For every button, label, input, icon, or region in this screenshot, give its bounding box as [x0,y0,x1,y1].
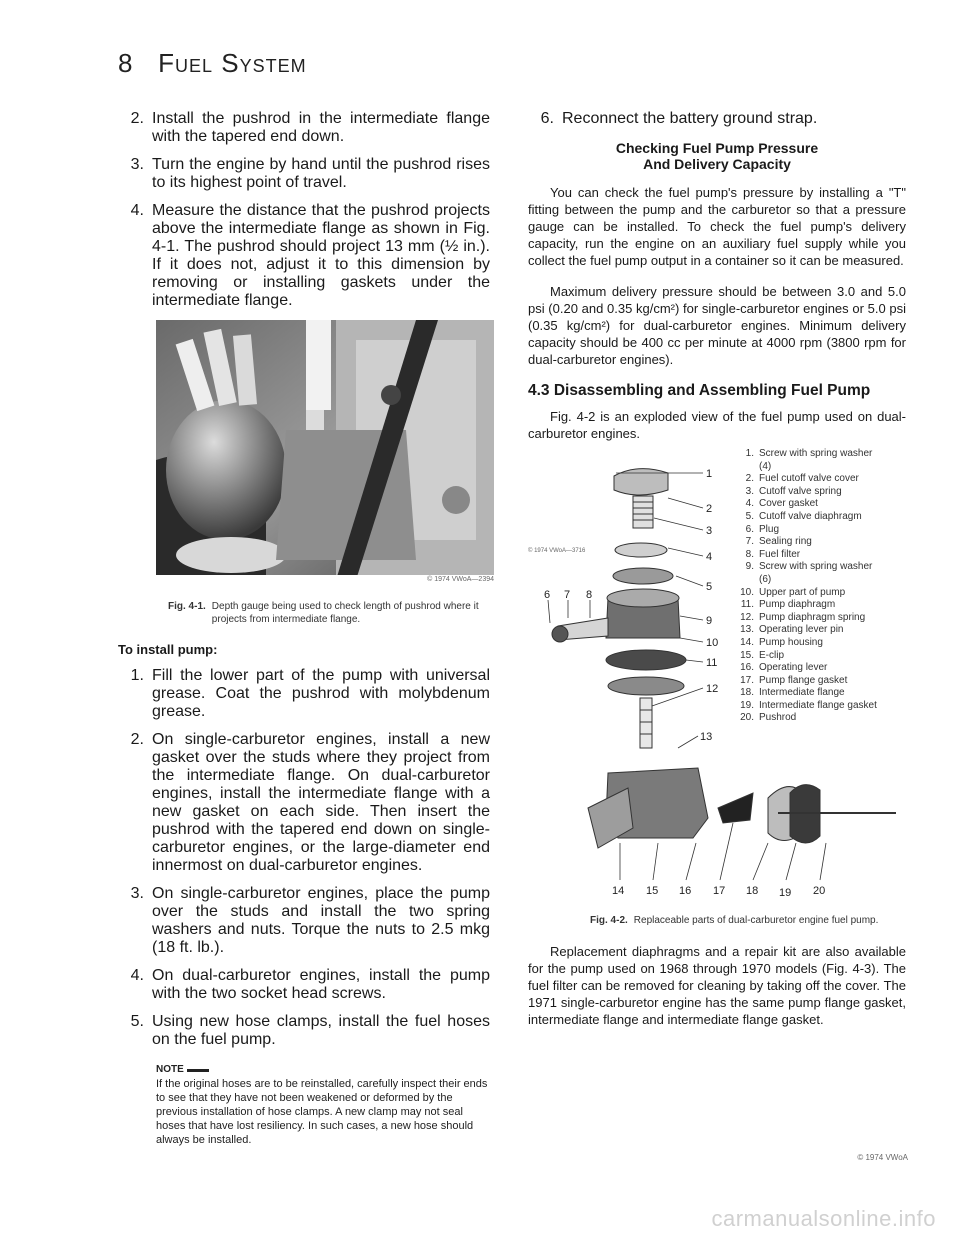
part-number: 3. [745,485,754,497]
figure-caption-text: Depth gauge being used to check length of pushrod where it projects from intermediate flange. [211,601,479,625]
step-number: 6. [540,110,554,127]
callout-7: 7 [564,589,571,601]
callout-20: 20 [813,885,826,897]
install-step-3 [118,885,490,957]
part-name: Intermediate flange [759,687,845,699]
note-title [156,1063,490,1077]
step-text: Reconnect the battery ground strap. [562,110,818,127]
step-number: 3. [130,885,144,902]
part-number [736,574,754,587]
parts-list [736,448,877,725]
part-name: Fuel cutoff valve cover [759,473,859,485]
part-name: Pump diaphragm [759,599,836,611]
callout-15: 15 [646,885,659,897]
list-item [736,587,877,600]
list-item [736,599,877,612]
callout-6: 6 [544,589,551,601]
part-number: 6. [745,523,754,535]
part-name: Plug [759,523,780,535]
paragraph-check: You can check the fuel pump's pressure by installing a "T" fitting between the pump and the carburetor so that a pressure gauge can be installed. To check the fuel pump's delivery capacity, run the engine on an auxiliary fuel supply while you collect the fuel pump output in a container so it can be measured. [528,185,906,268]
step-text: Measure the distance that the pushrod projects above the intermediate flange as shown in Fig. 4-1. The pushrod should project 13 mm (½ in.). If it does not, adjust it to this dimension by removing or installing gaskets under the intermediate flange. [152,202,490,309]
part-name: Upper part of pump [759,586,846,598]
engine-photo-image [156,320,494,590]
callout-2: 2 [706,503,713,515]
part-number: 10. [740,586,754,598]
step-text: Using new hose clamps, install the fuel hoses on the fuel pump. [152,1013,490,1048]
list-item [736,700,877,713]
part-number: 20. [740,712,754,724]
step-number: 3. [130,156,144,173]
step-text: Install the pushrod in the intermediate flange with the tapered end down. [152,110,490,145]
watermark: carmanualsonline.info [711,1206,936,1231]
heading-line-1: Checking Fuel Pump Pressure [615,140,819,156]
step-number: 5. [130,1013,144,1030]
part-number: 7. [745,536,754,548]
part-number: 18. [740,687,754,699]
part-name: Screw with spring washer [759,561,873,573]
part-name: Pump flange gasket [759,674,848,686]
fig-4-1-caption [168,600,490,626]
step-number: 2. [130,110,144,127]
list-item [736,486,877,499]
paragraph-4-3: Fig. 4-2 is an exploded view of the fuel pump used on dual-carburetor engines. [528,409,906,441]
part-number: 8. [745,548,754,560]
footer-copyright: © 1974 VWoA [857,1153,908,1162]
step-text: Turn the engine by hand until the pushrod rises to its highest point of travel. [152,156,490,191]
part-name: Intermediate flange gasket [759,699,877,711]
part-number: 12. [740,611,754,623]
callout-18: 18 [746,885,759,897]
list-item [736,574,877,587]
part-name: Operating lever pin [759,624,844,636]
part-number: 9. [745,561,754,573]
part-number: 11. [740,599,754,611]
part-number: 14. [740,636,754,648]
note-title-text: NOTE [156,1064,184,1075]
install-step-2 [118,731,490,875]
step-text: On single-carburetor engines, install a new gasket over the studs where they project from the intermediate flange. On dual-carburetor engines, install the intermediate flange with a new gasket on each side. Then insert the pushrod with the tapered end down on single-carburetor engines, or the large-diameter end innermost on dual-carburetor engines. [152,731,490,874]
callout-4: 4 [706,551,713,563]
step-3 [118,156,490,192]
note-rule [187,1069,209,1072]
step-text: On dual-carburetor engines, install the pump with the two socket head screws. [152,967,490,1002]
callout-17: 17 [713,885,726,897]
install-step-5 [118,1013,490,1049]
list-item [736,624,877,637]
callout-3: 3 [706,525,713,537]
heading-line-2: And Delivery Capacity [643,156,791,172]
callout-11: 11 [706,657,718,669]
part-name: Operating lever [759,662,828,674]
part-name: Fuel filter [759,548,801,560]
callout-8: 8 [586,589,593,601]
part-number: 16. [740,662,754,674]
part-number: 1. [745,448,754,459]
part-number: 2. [745,473,754,485]
right-column [528,110,906,1042]
list-item [736,536,877,549]
install-pump-heading: To install pump: [118,642,218,657]
checking-pressure-heading [528,140,906,172]
part-name: Cutoff valve diaphragm [759,510,862,522]
list-item [736,712,877,725]
step-6 [528,110,906,128]
callout-13: 13 [700,731,713,743]
page-header [118,48,307,79]
fig-4-1-copyright: © 1974 VWoA—2394 [427,576,494,583]
callout-1: 1 [706,468,713,480]
part-name: (6) [759,573,772,585]
step-number: 4. [130,202,144,219]
paragraph-replacement: Replacement diaphragms and a repair kit are also available for the pump used on 1968 through 1970 models (Fig. 4-3). The fuel filter can be removed for cleaning by taking off the cover. The 1971 single-carburetor engine has the same pump flange gasket, intermediate flange and intermediate flange gasket. [528,944,906,1027]
page-number: 8 [118,48,134,78]
list-item [736,511,877,524]
list-item [736,461,877,474]
callout-14: 14 [612,885,625,897]
step-text: On single-carburetor engines, place the pump over the studs and install the two spring washers and nuts. Torque the nuts to 2.5 mkg (18 ft. lb.). [152,885,490,956]
list-item [736,498,877,511]
callout-10: 10 [706,637,719,649]
step-number: 2. [130,731,144,748]
step-text: Fill the lower part of the pump with universal grease. Coat the pushrod with molybdenum grease. [152,667,490,720]
fig-4-2-area [528,448,906,906]
list-item [736,662,877,675]
list-item [736,612,877,625]
part-name: Pump housing [759,636,823,648]
part-name: Cutoff valve spring [759,485,842,497]
install-step-4 [118,967,490,1003]
note-box [156,1063,490,1147]
section-4-3-heading: 4.3 Disassembling and Assembling Fuel Pump [528,382,871,399]
callout-5: 5 [706,581,713,593]
fig-4-2-copyright: © 1974 VWoA—3716 [528,548,586,554]
chapter-title: Fuel System [158,48,307,78]
list-item [736,549,877,562]
list-item [736,675,877,688]
fig-4-2-caption [590,914,906,927]
step-number: 1. [130,667,144,684]
part-name: (4) [759,460,772,472]
part-number: 4. [745,498,754,510]
list-item [736,448,877,461]
part-number [736,461,754,474]
callout-19: 19 [779,887,792,899]
list-item [736,524,877,537]
step-4 [118,202,490,310]
list-item [736,473,877,486]
left-column [118,110,494,1147]
fig-4-1-photo [156,320,494,590]
list-item [736,637,877,650]
part-name: Cover gasket [759,498,818,510]
note-text: If the original hoses are to be reinstalled, carefully inspect their ends to see that they have not been weakened or deformed by the previous installation of hose clamps. A new clamp may not seal hoses that have lost resiliency. In such cases, a new hose should always be installed. [156,1078,488,1146]
figure-label: Fig. 4-1. [168,601,206,612]
part-name: Pushrod [759,712,797,724]
part-number: 5. [745,510,754,522]
part-name: Sealing ring [759,536,812,548]
part-number: 15. [740,649,754,661]
part-name: Pump diaphragm spring [759,611,866,623]
callout-16: 16 [679,885,692,897]
part-name: E-clip [759,649,785,661]
install-step-1 [118,667,490,721]
part-number: 17. [740,674,754,686]
part-name: Screw with spring washer [759,448,873,459]
part-number: 13. [740,624,754,636]
part-number: 19. [740,699,754,711]
callout-12: 12 [706,683,719,695]
list-item [736,561,877,574]
figure-caption-text: Replaceable parts of dual-carburetor engine fuel pump. [633,915,879,926]
paragraph-pressure: Maximum delivery pressure should be between 3.0 and 5.0 psi (0.20 and 0.35 kg/cm²) for single-carburetor engines or 5.0 psi (0.35 kg/cm²) for dual-carburetor engines. Minimum delivery capacity should be 400 cc per minute at 4000 rpm (3800 rpm for dual-carburetor engines). [528,284,906,367]
callout-9: 9 [706,615,713,627]
list-item [736,687,877,700]
list-item [736,650,877,663]
step-number: 4. [130,967,144,984]
figure-label: Fig. 4-2. [590,915,628,926]
step-2 [118,110,490,146]
